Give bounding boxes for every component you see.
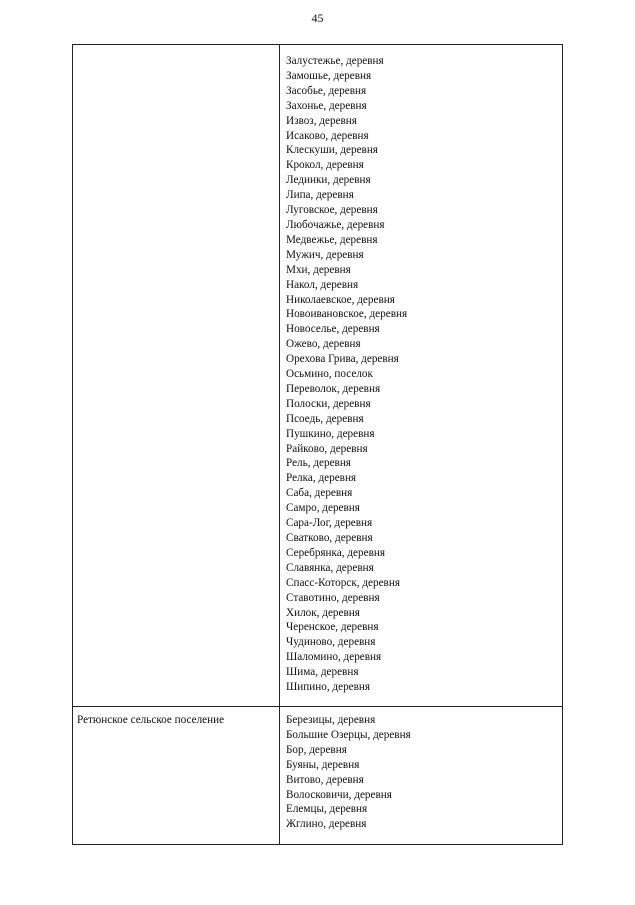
locality-item: Самро, деревня [286,502,360,515]
locality-item: Псоедь, деревня [286,412,364,425]
settlements-table [72,44,563,845]
locality-item: Любочажье, деревня [286,218,385,231]
table-row [73,45,563,707]
localities-cell [280,707,563,845]
locality-item: Крокол, деревня [286,159,364,172]
locality-item: Шима, деревня [286,666,359,679]
locality-item: Саба, деревня [286,487,353,500]
locality-item: Замошье, деревня [286,69,372,82]
locality-item: Рель, деревня [286,457,351,470]
locality-item: Новоселье, деревня [286,323,380,336]
locality-item: Засобье, деревня [286,84,367,97]
locality-item: Черенское, деревня [286,621,379,634]
settlement-cell [73,707,280,845]
locality-item: Сватково, деревня [286,532,373,544]
locality-item: Мужич, деревня [286,248,364,261]
locality-item: Липа, деревня [286,189,354,202]
locality-item: Жглино, деревня [286,818,367,831]
locality-item: Переволок, деревня [286,382,381,395]
locality-item: Большие Озерцы, деревня [286,728,411,741]
locality-item: Чудиново, деревня [286,636,376,649]
locality-item: Медвежье, деревня [286,233,378,246]
locality-item: Березицы, деревня [286,714,376,726]
locality-item: Хилок, деревня [286,606,360,619]
page-number: 45 [311,11,324,25]
table-row [73,707,563,845]
locality-item: Витово, деревня [286,773,364,786]
locality-item: Сара-Лог, деревня [286,517,373,530]
locality-item: Шаломино, деревня [286,651,382,664]
locality-item: Извоз, деревня [286,114,357,127]
locality-item: Елемцы, деревня [286,803,368,816]
locality-item: Орехова Грива, деревня [286,353,399,366]
locality-item: Николаевское, деревня [286,293,395,306]
locality-item: Накол, деревня [286,278,359,291]
locality-item: Исаково, деревня [286,129,369,142]
locality-item: Новоивановское, деревня [286,308,408,321]
locality-item: Луговское, деревня [286,204,378,217]
settlement-name: Ретюнское сельское поселение [77,714,225,726]
locality-item: Релка, деревня [286,472,357,485]
locality-item: Лединки, деревня [286,174,371,187]
locality-item: Пушкино, деревня [286,427,375,440]
locality-item: Залустежье, деревня [286,55,384,67]
locality-item: Волосковичи, деревня [286,788,392,801]
locality-item: Славянка, деревня [286,561,374,574]
locality-item: Клескуши, деревня [286,144,378,157]
locality-item: Мхи, деревня [286,263,351,276]
settlement-cell [73,45,280,707]
locality-item: Бор, деревня [286,743,347,756]
locality-item: Спасс-Которск, деревня [286,576,400,589]
localities-cell [280,45,563,707]
locality-item: Райково, деревня [286,442,368,455]
locality-item: Ставотино, деревня [286,591,380,604]
locality-item: Захонье, деревня [286,99,367,112]
locality-item: Шипино, деревня [286,681,371,694]
locality-item: Полоски, деревня [286,397,371,410]
locality-item: Буяны, деревня [286,758,360,771]
locality-item: Ожево, деревня [286,338,361,351]
locality-item: Осьмино, поселок [286,368,373,381]
locality-item: Серебрянка, деревня [286,546,385,559]
